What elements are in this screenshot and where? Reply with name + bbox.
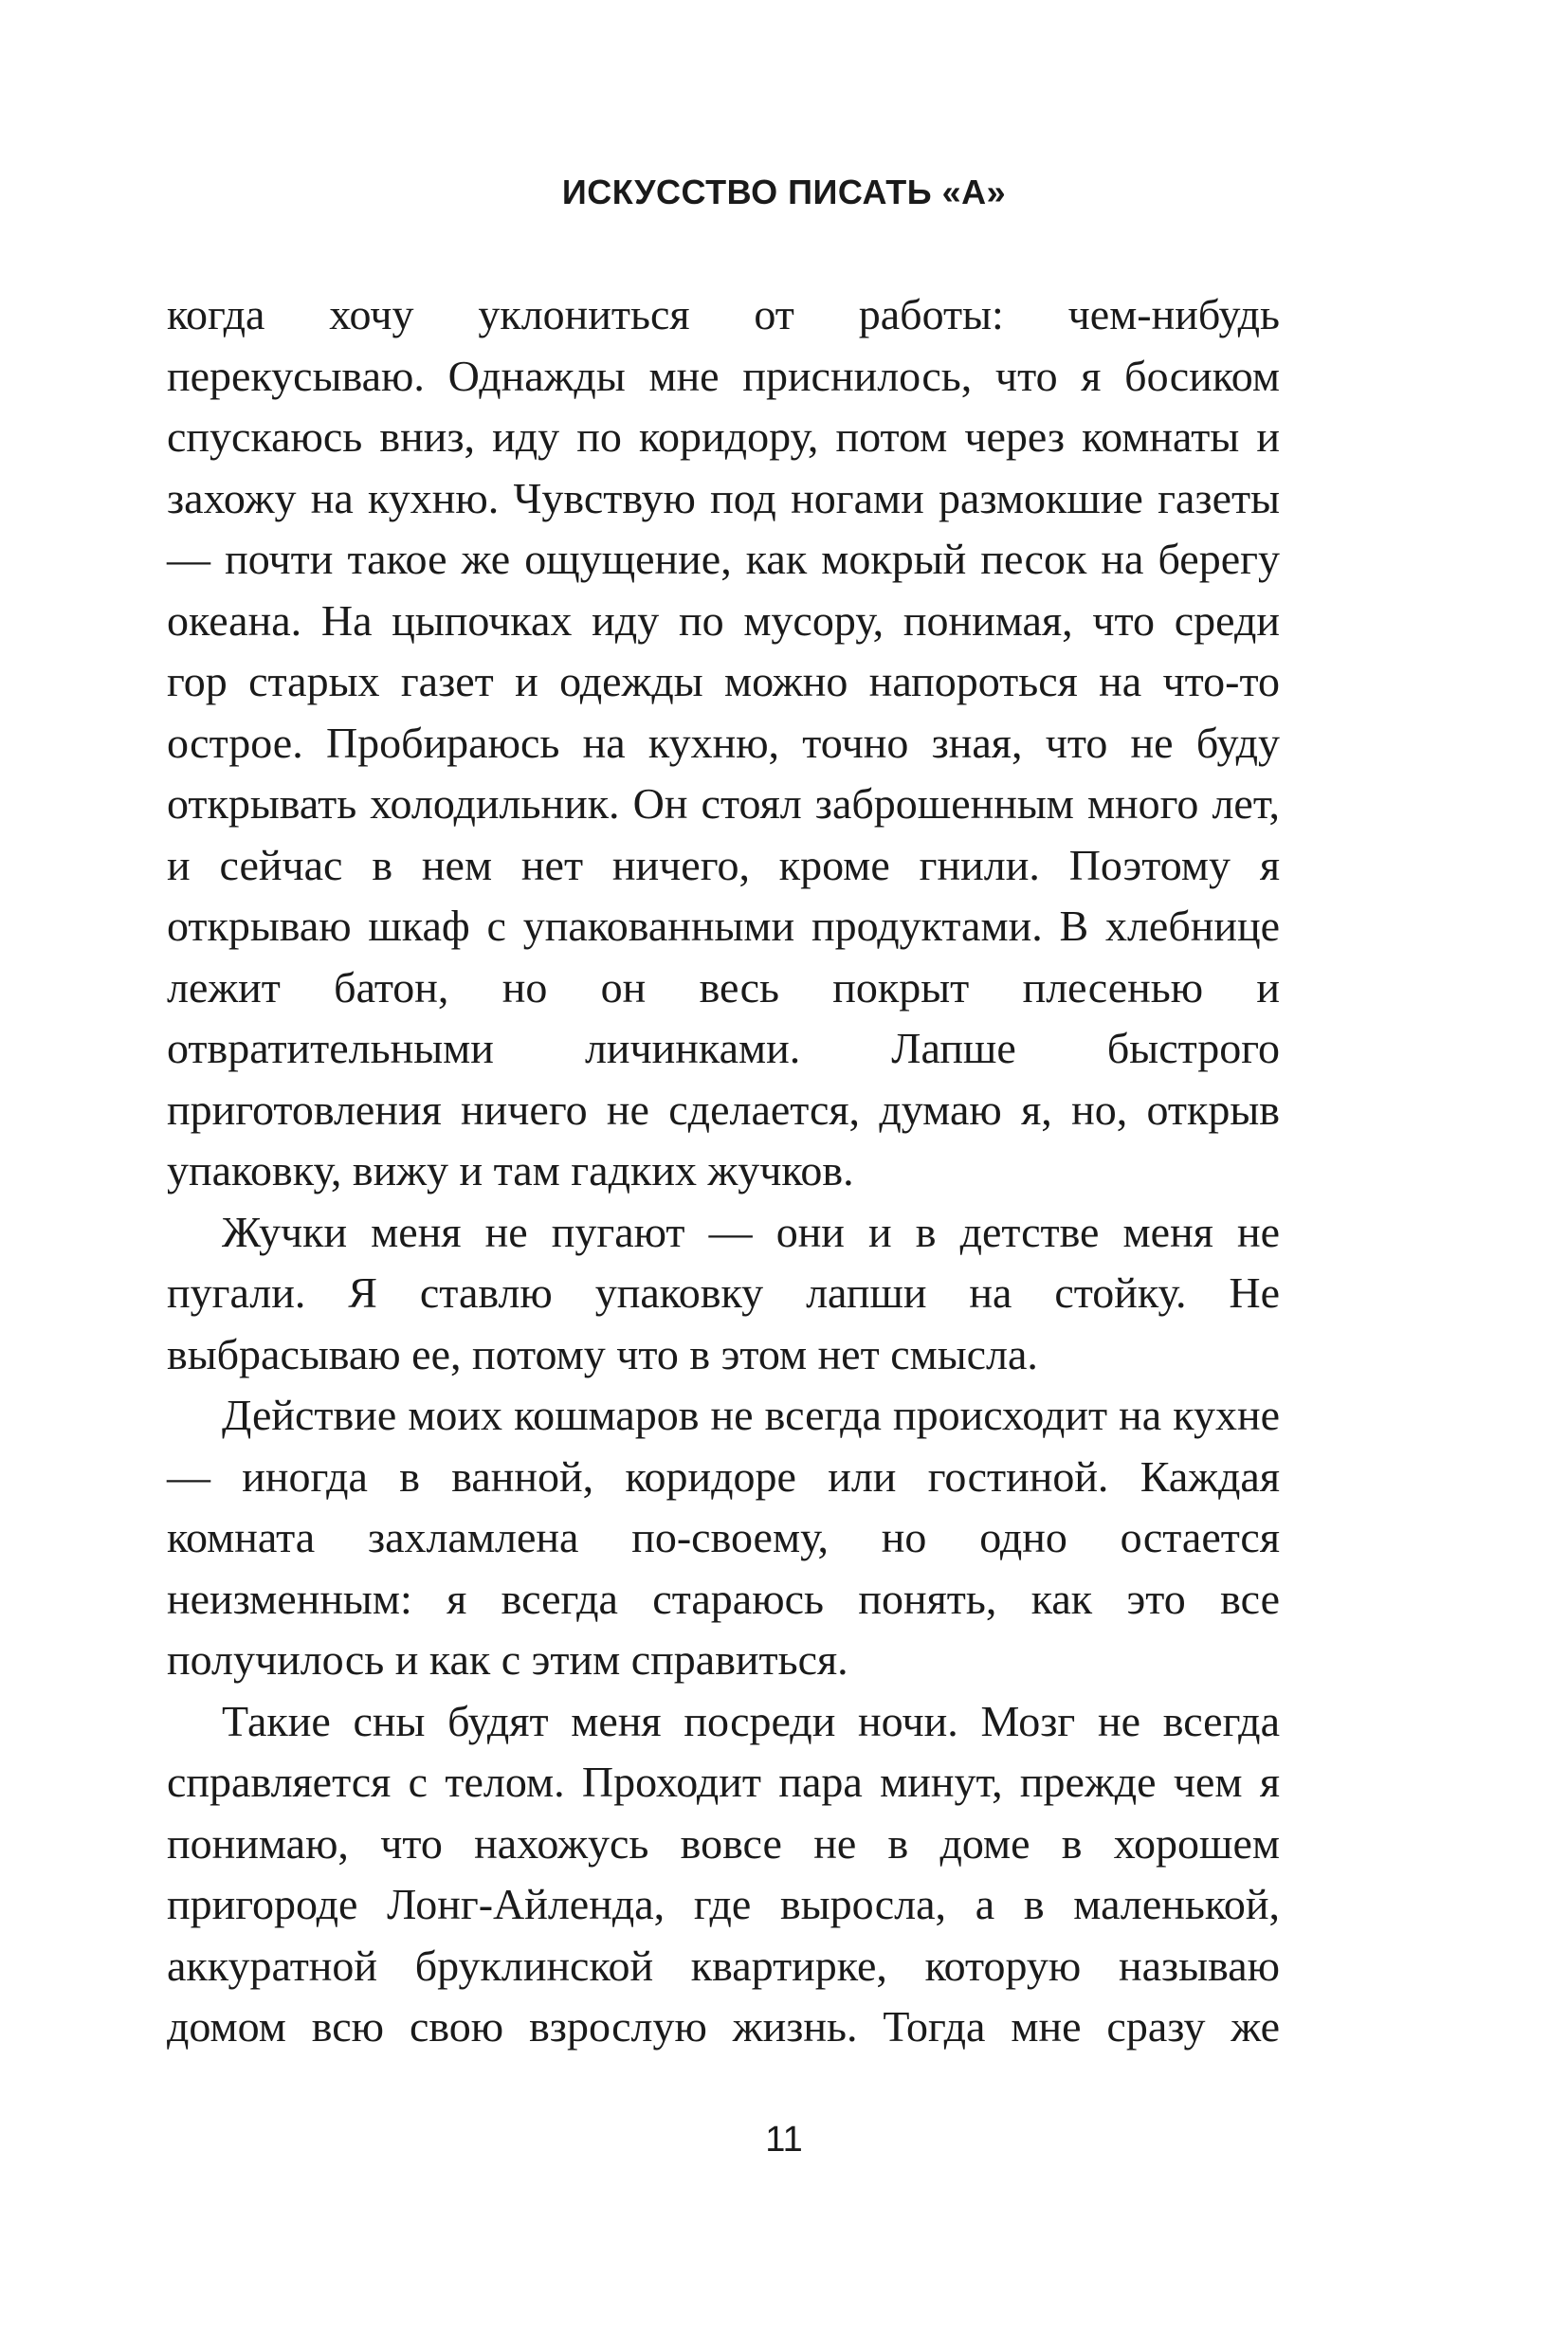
running-head: ИСКУССТВО ПИСАТЬ «А»: [561, 173, 1007, 211]
paragraph-4: Такие сны будят меня посреди ночи. Мозг не всегда справляется с телом. Проходит пара минут, прежде чем я понимаю, что нахожусь вовсе не в доме в хорошем пригороде Лонг-Айленда, где выросла, а в маленькой, аккуратной бруклинской квартирке, которую называю домом всю свою взрослую жизнь. Тогда мне сразу же: [167, 1696, 1280, 2051]
page-number: 11: [765, 2120, 803, 2160]
paragraph-2: Жучки меня не пугают — они и в детстве меня не пугали. Я ставлю упаковку лапши на стойку. Не выбрасываю ее, потому что в этом нет смысла.: [167, 1207, 1280, 1378]
paragraph-3: Действие моих кошмаров не всегда происходит на кухне — иногда в ванной, коридоре или гостиной. Каждая комната захламлена по-своему, но одно остается неизменным: я всегда стараюсь понять, как это все получилось и как с этим справиться.: [167, 1391, 1280, 1684]
body-text: [167, 284, 1280, 2058]
paragraph-1: когда хочу уклониться от работы: чем-нибудь перекусываю. Однажды мне приснилось, что я босиком спускаюсь вниз, иду по коридору, потом через комнаты и захожу на кухню. Чувствую под ногами размокшие газеты — почти такое же ощущение, как мокрый песок на берегу океана. На цыпочках иду по мусору, понимая, что среди гор старых газет и одежды можно напороться на что-то острое. Пробираюсь на кухню, точно зная, что не буду открывать холодильник. Он стоял заброшенным много лет, и сейчас в нем нет ничего, кроме гнили. Поэтому я открываю шкаф с упакованными продуктами. В хлебнице лежит батон, но он весь покрыт плесенью и отвратительными личинками. Лапше быстрого приготовления ничего не сделается, думаю я, но, открыв упаковку, вижу и там гадких жучков.: [167, 290, 1280, 1194]
